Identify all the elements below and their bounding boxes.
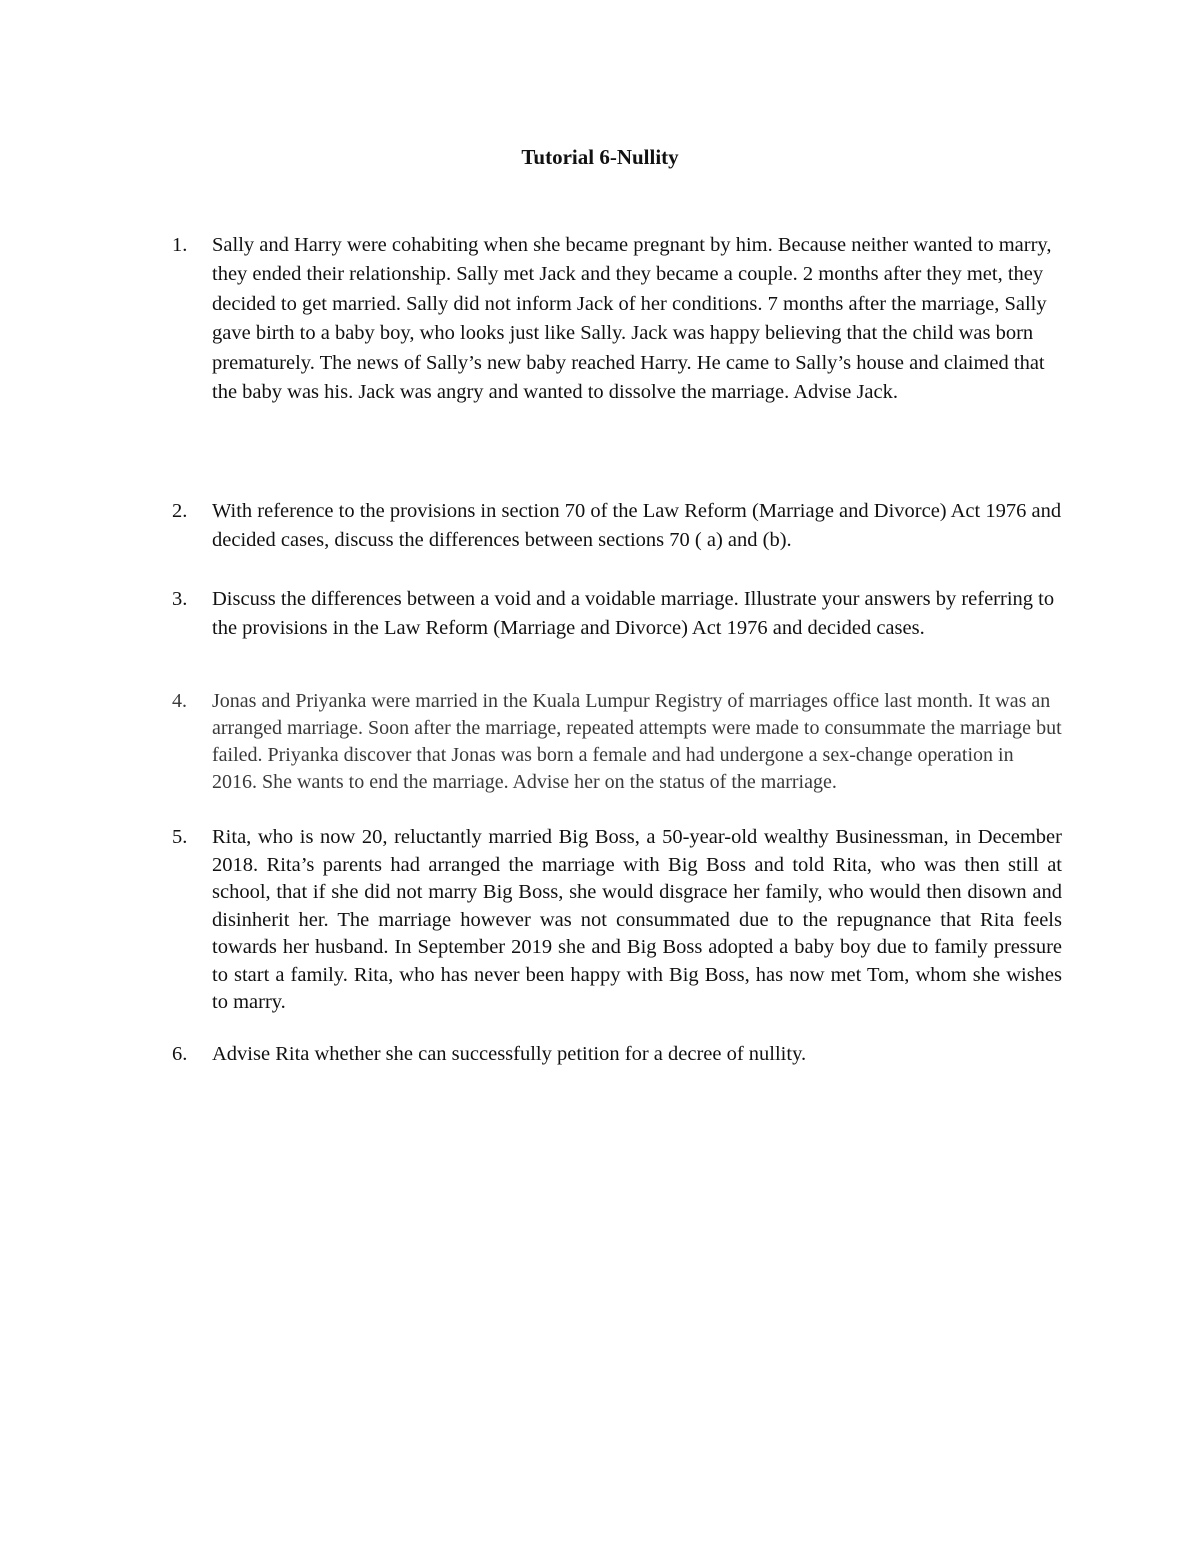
question-text: Discuss the differences between a void and a voidable marriage. Illustrate your answers by referring to the provisions in the Law Reform (Marriage and Divorce) Act 1976 and decided cases. <box>212 588 1055 640</box>
question-text: Advise Rita whether she can successfully petition for a decree of nullity. <box>212 1043 807 1065</box>
question-2 <box>172 497 1072 556</box>
question-1 <box>172 231 1072 407</box>
page-title: Tutorial 6-Nullity <box>521 145 679 169</box>
question-number: 2. <box>172 500 188 522</box>
question-number: 3. <box>172 588 188 610</box>
question-3 <box>172 585 1072 644</box>
question-number: 1. <box>172 234 188 256</box>
question-4 <box>172 688 1072 796</box>
question-number: 4. <box>172 690 187 712</box>
question-text: With reference to the provisions in section 70 of the Law Reform (Marriage and Divorce) Act 1976 and decided cases, discuss the differences between sections 70 ( a) and (b). <box>212 500 1062 552</box>
question-5 <box>172 824 1072 1017</box>
question-text: Jonas and Priyanka were married in the Kuala Lumpur Registry of marriages office last month. It was an arranged marriage. Soon after the marriage, repeated attempts were made to consummate the marriage but failed. Priyanka discover that Jonas was born a female and had undergone a sex-change operation in 2016. She wants to end the marriage. Advise her on the status of the marriage. <box>212 690 1062 793</box>
question-number: 6. <box>172 1043 188 1065</box>
question-text: Sally and Harry were cohabiting when she became pregnant by him. Because neither wanted to marry, they ended their relationship. Sally met Jack and they became a couple. 2 months after they met, they decided to get married. Sally did not inform Jack of her conditions. 7 months after the marriage, Sally gave birth to a baby boy, who looks just like Sally. Jack was happy believing that the child was born prematurely. The news of Sally’s new baby reached Harry. He came to Sally’s house and claimed that the baby was his. Jack was angry and wanted to dissolve the marriage. Advise Jack. <box>212 234 1052 404</box>
question-text: Rita, who is now 20, reluctantly married Big Boss, a 50-year-old wealthy Businessman, in December 2018. Rita’s parents had arranged the marriage with Big Boss and told Rita, who was then still at school, that if she did not marry Big Boss, she would disgrace her family, who would then disown and disinherit her. The marriage however was not consummated due to the repugnance that Rita feels towards her husband. In September 2019 she and Big Boss adopted a baby boy due to family pressure to start a family. Rita, who has never been happy with Big Boss, has now met Tom, whom she wishes to marry. <box>212 826 1062 1013</box>
question-number: 5. <box>172 826 188 848</box>
question-6 <box>172 1040 1072 1069</box>
